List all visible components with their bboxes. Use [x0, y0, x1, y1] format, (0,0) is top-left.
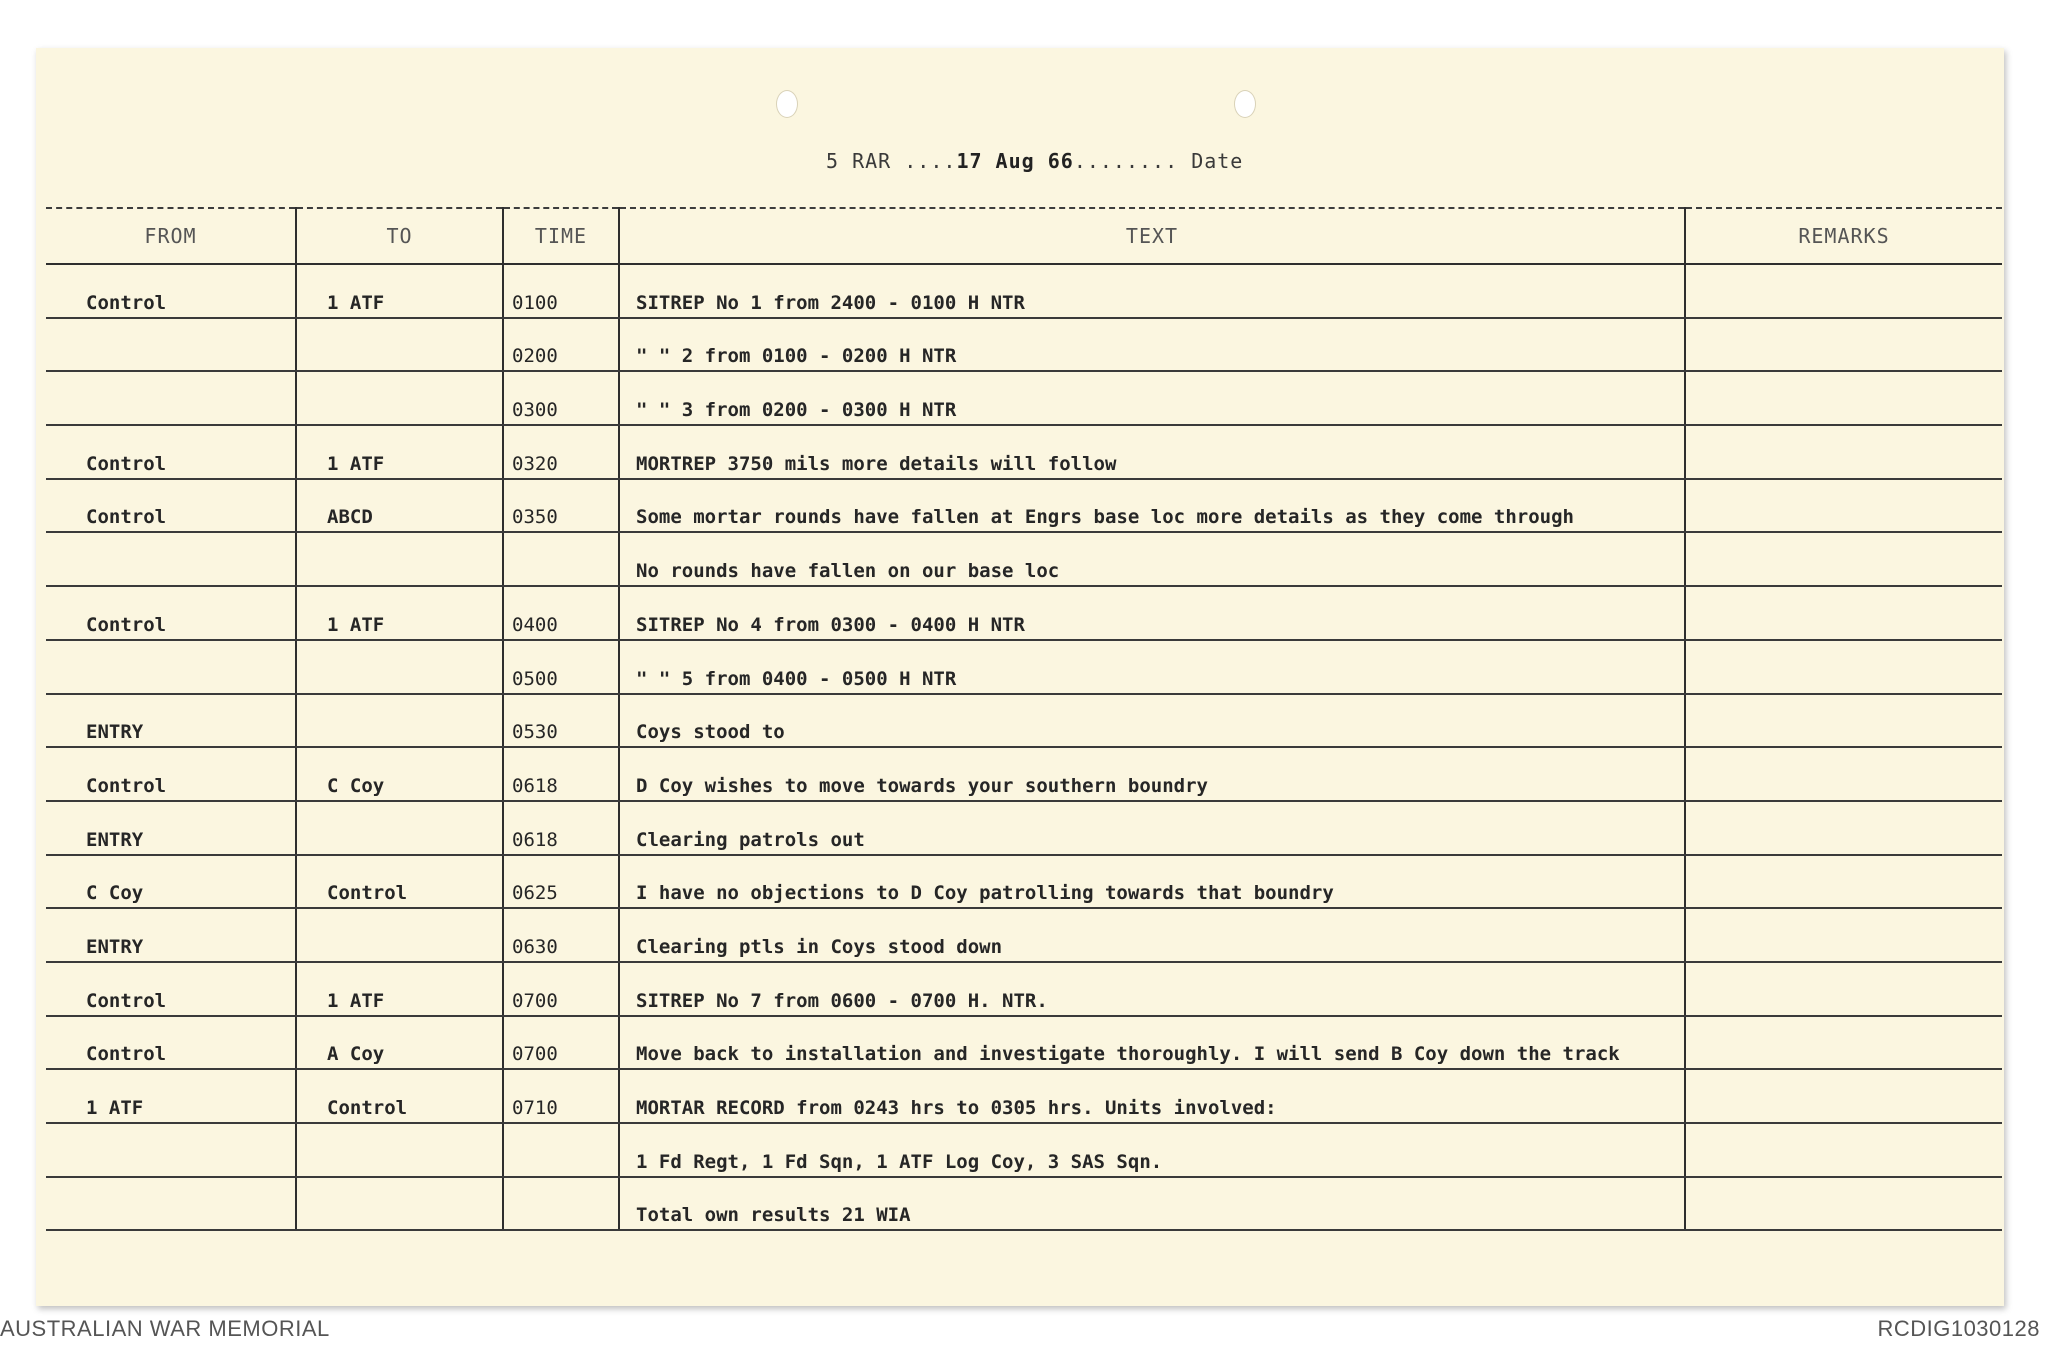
cell-remarks [1685, 855, 2002, 909]
cell-from [46, 1177, 296, 1231]
cell-to: Control [296, 1069, 503, 1123]
cell-time: 0200 [503, 318, 619, 372]
table-row [46, 532, 2002, 586]
cell-text: SITREP No 7 from 0600 - 0700 H. NTR. [619, 962, 1685, 1016]
cell-remarks [1685, 586, 2002, 640]
cell-time: 0710 [503, 1069, 619, 1123]
cell-to: ABCD [296, 479, 503, 533]
cell-to [296, 318, 503, 372]
table-row [46, 264, 2002, 318]
cell-time [503, 532, 619, 586]
cell-remarks [1685, 801, 2002, 855]
cell-to [296, 694, 503, 748]
table-header-row [46, 208, 2002, 264]
cell-to: C Coy [296, 747, 503, 801]
cell-time: 0530 [503, 694, 619, 748]
cell-from: Control [46, 479, 296, 533]
table-row [46, 371, 2002, 425]
cell-remarks [1685, 425, 2002, 479]
cell-text: 1 Fd Regt, 1 Fd Sqn, 1 ATF Log Coy, 3 SAS Sqn. [619, 1123, 1685, 1177]
cell-remarks [1685, 1069, 2002, 1123]
cell-time [503, 1177, 619, 1231]
cell-text: SITREP No 1 from 2400 - 0100 H NTR [619, 264, 1685, 318]
table-row [46, 1016, 2002, 1070]
cell-remarks [1685, 479, 2002, 533]
cell-to: Control [296, 855, 503, 909]
cell-text: MORTREP 3750 mils more details will follow [619, 425, 1685, 479]
cell-to [296, 1123, 503, 1177]
cell-to: 1 ATF [296, 962, 503, 1016]
cell-from: Control [46, 586, 296, 640]
table-row [46, 425, 2002, 479]
cell-time: 0618 [503, 747, 619, 801]
table-row [46, 479, 2002, 533]
table-row [46, 908, 2002, 962]
table-row [46, 1177, 2002, 1231]
cell-time: 0300 [503, 371, 619, 425]
cell-from [46, 1123, 296, 1177]
cell-to [296, 640, 503, 694]
cell-text: " " 3 from 0200 - 0300 H NTR [619, 371, 1685, 425]
cell-to [296, 371, 503, 425]
cell-to: 1 ATF [296, 586, 503, 640]
table-body [46, 264, 2002, 1230]
cell-text: MORTAR RECORD from 0243 hrs to 0305 hrs. Units involved: [619, 1069, 1685, 1123]
footer-record-id: RCDIG1030128 [1877, 1316, 2040, 1341]
table-row [46, 694, 2002, 748]
cell-from: ENTRY [46, 694, 296, 748]
table-row [46, 962, 2002, 1016]
cell-remarks [1685, 371, 2002, 425]
cell-to [296, 1177, 503, 1231]
cell-to [296, 908, 503, 962]
footer-institution: AUSTRALIAN WAR MEMORIAL [0, 1316, 330, 1341]
cell-time: 0400 [503, 586, 619, 640]
cell-time: 0618 [503, 801, 619, 855]
cell-remarks [1685, 908, 2002, 962]
cell-to: 1 ATF [296, 264, 503, 318]
column-header-remarks: REMARKS [1685, 208, 2002, 264]
cell-time: 0350 [503, 479, 619, 533]
cell-from: Control [46, 747, 296, 801]
cell-text: Clearing ptls in Coys stood down [619, 908, 1685, 962]
log-header [826, 149, 1386, 173]
cell-text: D Coy wishes to move towards your southern boundry [619, 747, 1685, 801]
cell-time: 0630 [503, 908, 619, 962]
column-header-time: TIME [503, 208, 619, 264]
cell-remarks [1685, 318, 2002, 372]
cell-from: Control [46, 264, 296, 318]
cell-to [296, 532, 503, 586]
table-row [46, 586, 2002, 640]
punch-hole [1234, 90, 1256, 118]
cell-time: 0700 [503, 1016, 619, 1070]
cell-time: 0700 [503, 962, 619, 1016]
cell-to: A Coy [296, 1016, 503, 1070]
cell-remarks [1685, 640, 2002, 694]
cell-time: 0100 [503, 264, 619, 318]
date-label: Date [1191, 149, 1244, 173]
cell-remarks [1685, 694, 2002, 748]
table-row [46, 640, 2002, 694]
cell-time [503, 1123, 619, 1177]
cell-to: 1 ATF [296, 425, 503, 479]
cell-remarks [1685, 1177, 2002, 1231]
cell-text: I have no objections to D Coy patrolling towards that boundry [619, 855, 1685, 909]
cell-from: 1 ATF [46, 1069, 296, 1123]
cell-text: Clearing patrols out [619, 801, 1685, 855]
table-row [46, 801, 2002, 855]
log-date: 17 Aug 66 [956, 149, 1074, 173]
table-row [46, 1123, 2002, 1177]
column-header-from: FROM [46, 208, 296, 264]
cell-from [46, 371, 296, 425]
document-sheet [36, 48, 2004, 1306]
cell-from [46, 640, 296, 694]
table-row [46, 747, 2002, 801]
table-row [46, 1069, 2002, 1123]
cell-from: Control [46, 1016, 296, 1070]
column-header-text: TEXT [619, 208, 1685, 264]
cell-text: SITREP No 4 from 0300 - 0400 H NTR [619, 586, 1685, 640]
cell-text: No rounds have fallen on our base loc [619, 532, 1685, 586]
table-row [46, 318, 2002, 372]
cell-from [46, 532, 296, 586]
cell-remarks [1685, 962, 2002, 1016]
cell-text: Total own results 21 WIA [619, 1177, 1685, 1231]
cell-from: Control [46, 962, 296, 1016]
cell-remarks [1685, 532, 2002, 586]
table-row [46, 855, 2002, 909]
column-header-to: TO [296, 208, 503, 264]
punch-hole [776, 90, 798, 118]
cell-from: ENTRY [46, 801, 296, 855]
cell-text: Coys stood to [619, 694, 1685, 748]
cell-text: Some mortar rounds have fallen at Engrs base loc more details as they come through [619, 479, 1685, 533]
cell-time: 0625 [503, 855, 619, 909]
cell-time: 0500 [503, 640, 619, 694]
cell-text: " " 5 from 0400 - 0500 H NTR [619, 640, 1685, 694]
cell-text: " " 2 from 0100 - 0200 H NTR [619, 318, 1685, 372]
cell-remarks [1685, 1123, 2002, 1177]
cell-remarks [1685, 264, 2002, 318]
message-log-table [46, 207, 2002, 1231]
cell-from [46, 318, 296, 372]
unit-name: 5 RAR [826, 149, 892, 173]
cell-to [296, 801, 503, 855]
cell-from: ENTRY [46, 908, 296, 962]
cell-remarks [1685, 1016, 2002, 1070]
cell-from: C Coy [46, 855, 296, 909]
dot-leader: .... [904, 149, 957, 173]
cell-text: Move back to installation and investigate thoroughly. I will send B Coy down the track [619, 1016, 1685, 1070]
cell-remarks [1685, 747, 2002, 801]
cell-time: 0320 [503, 425, 619, 479]
cell-from: Control [46, 425, 296, 479]
dot-leader: ........ [1073, 149, 1192, 173]
